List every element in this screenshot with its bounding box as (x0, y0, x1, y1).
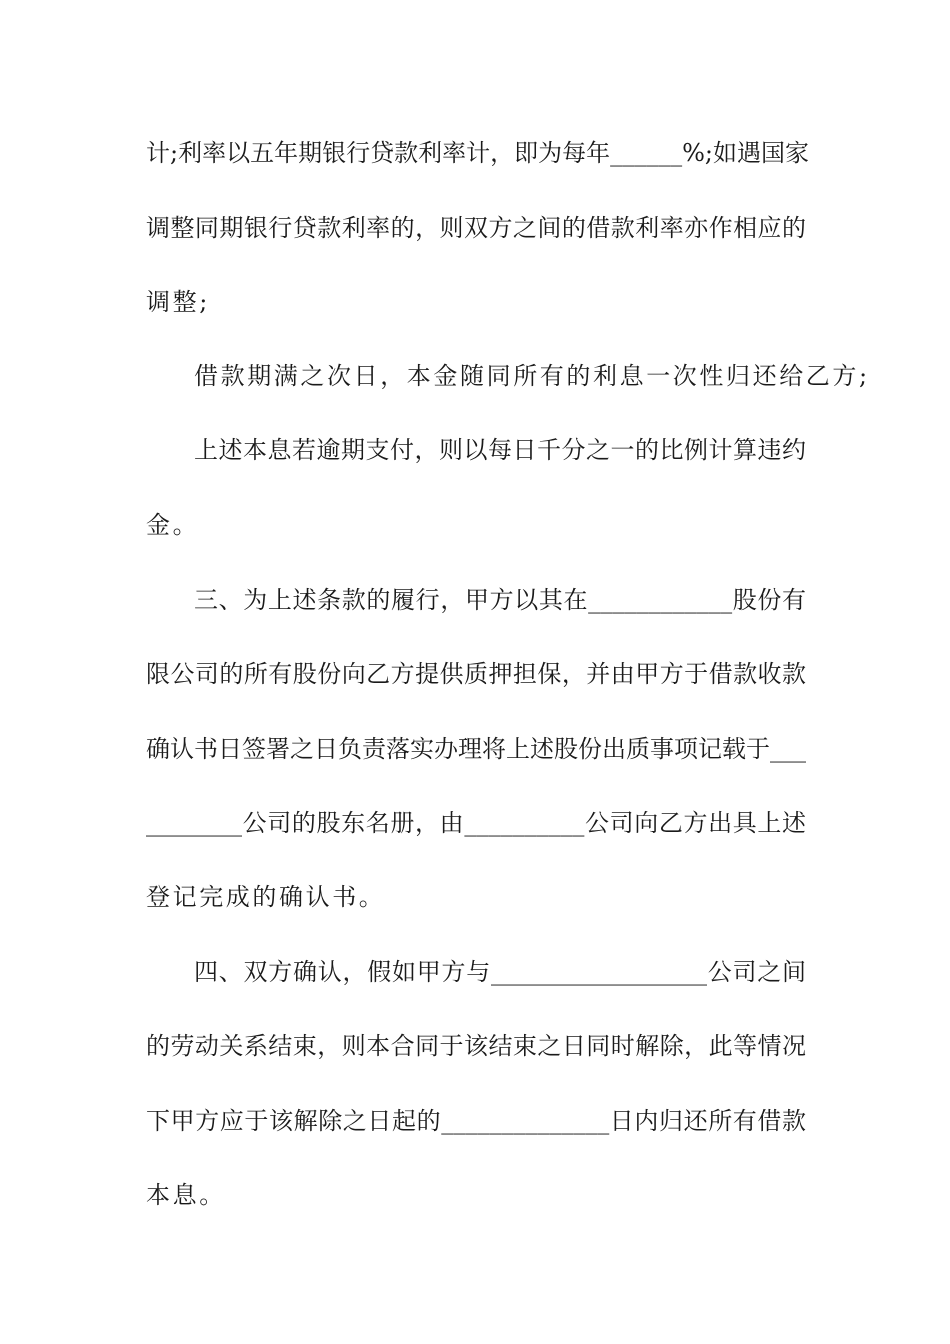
text-line: 本息。 (146, 1181, 226, 1209)
text-line: 计;利率以五年期银行贷款利率计，即为每年______%;如遇国家 (146, 139, 809, 167)
text-line: 调整同期银行贷款利率的，则双方之间的借款利率亦作相应的 (146, 214, 806, 242)
paragraph-first-line: 三、为上述条款的履行，甲方以其在____________股份有 (194, 586, 806, 614)
paragraph-first-line: 借款期满之次日，本金随同所有的利息一次性归还给乙方; (194, 362, 870, 390)
paragraph-first-line: 上述本息若逾期支付，则以每日千分之一的比例计算违约 (194, 436, 806, 464)
text-line: 金。 (146, 511, 200, 539)
text-line: 的劳动关系结束，则本合同于该结束之日同时解除，此等情况 (146, 1032, 806, 1060)
text-line: ________公司的股东名册，由__________公司向乙方出具上述 (146, 809, 806, 837)
paragraph-first-line: 四、双方确认，假如甲方与__________________公司之间 (194, 958, 806, 986)
text-line: 下甲方应于该解除之日起的______________日内归还所有借款 (146, 1107, 806, 1135)
text-line: 登记完成的确认书。 (146, 883, 386, 911)
text-line: 限公司的所有股份向乙方提供质押担保，并由甲方于借款收款 (146, 660, 806, 688)
text-line: 调整; (146, 288, 210, 316)
text-line: 确认书日签署之日负责落实办理将上述股份出质事项记载于___ (146, 735, 806, 763)
